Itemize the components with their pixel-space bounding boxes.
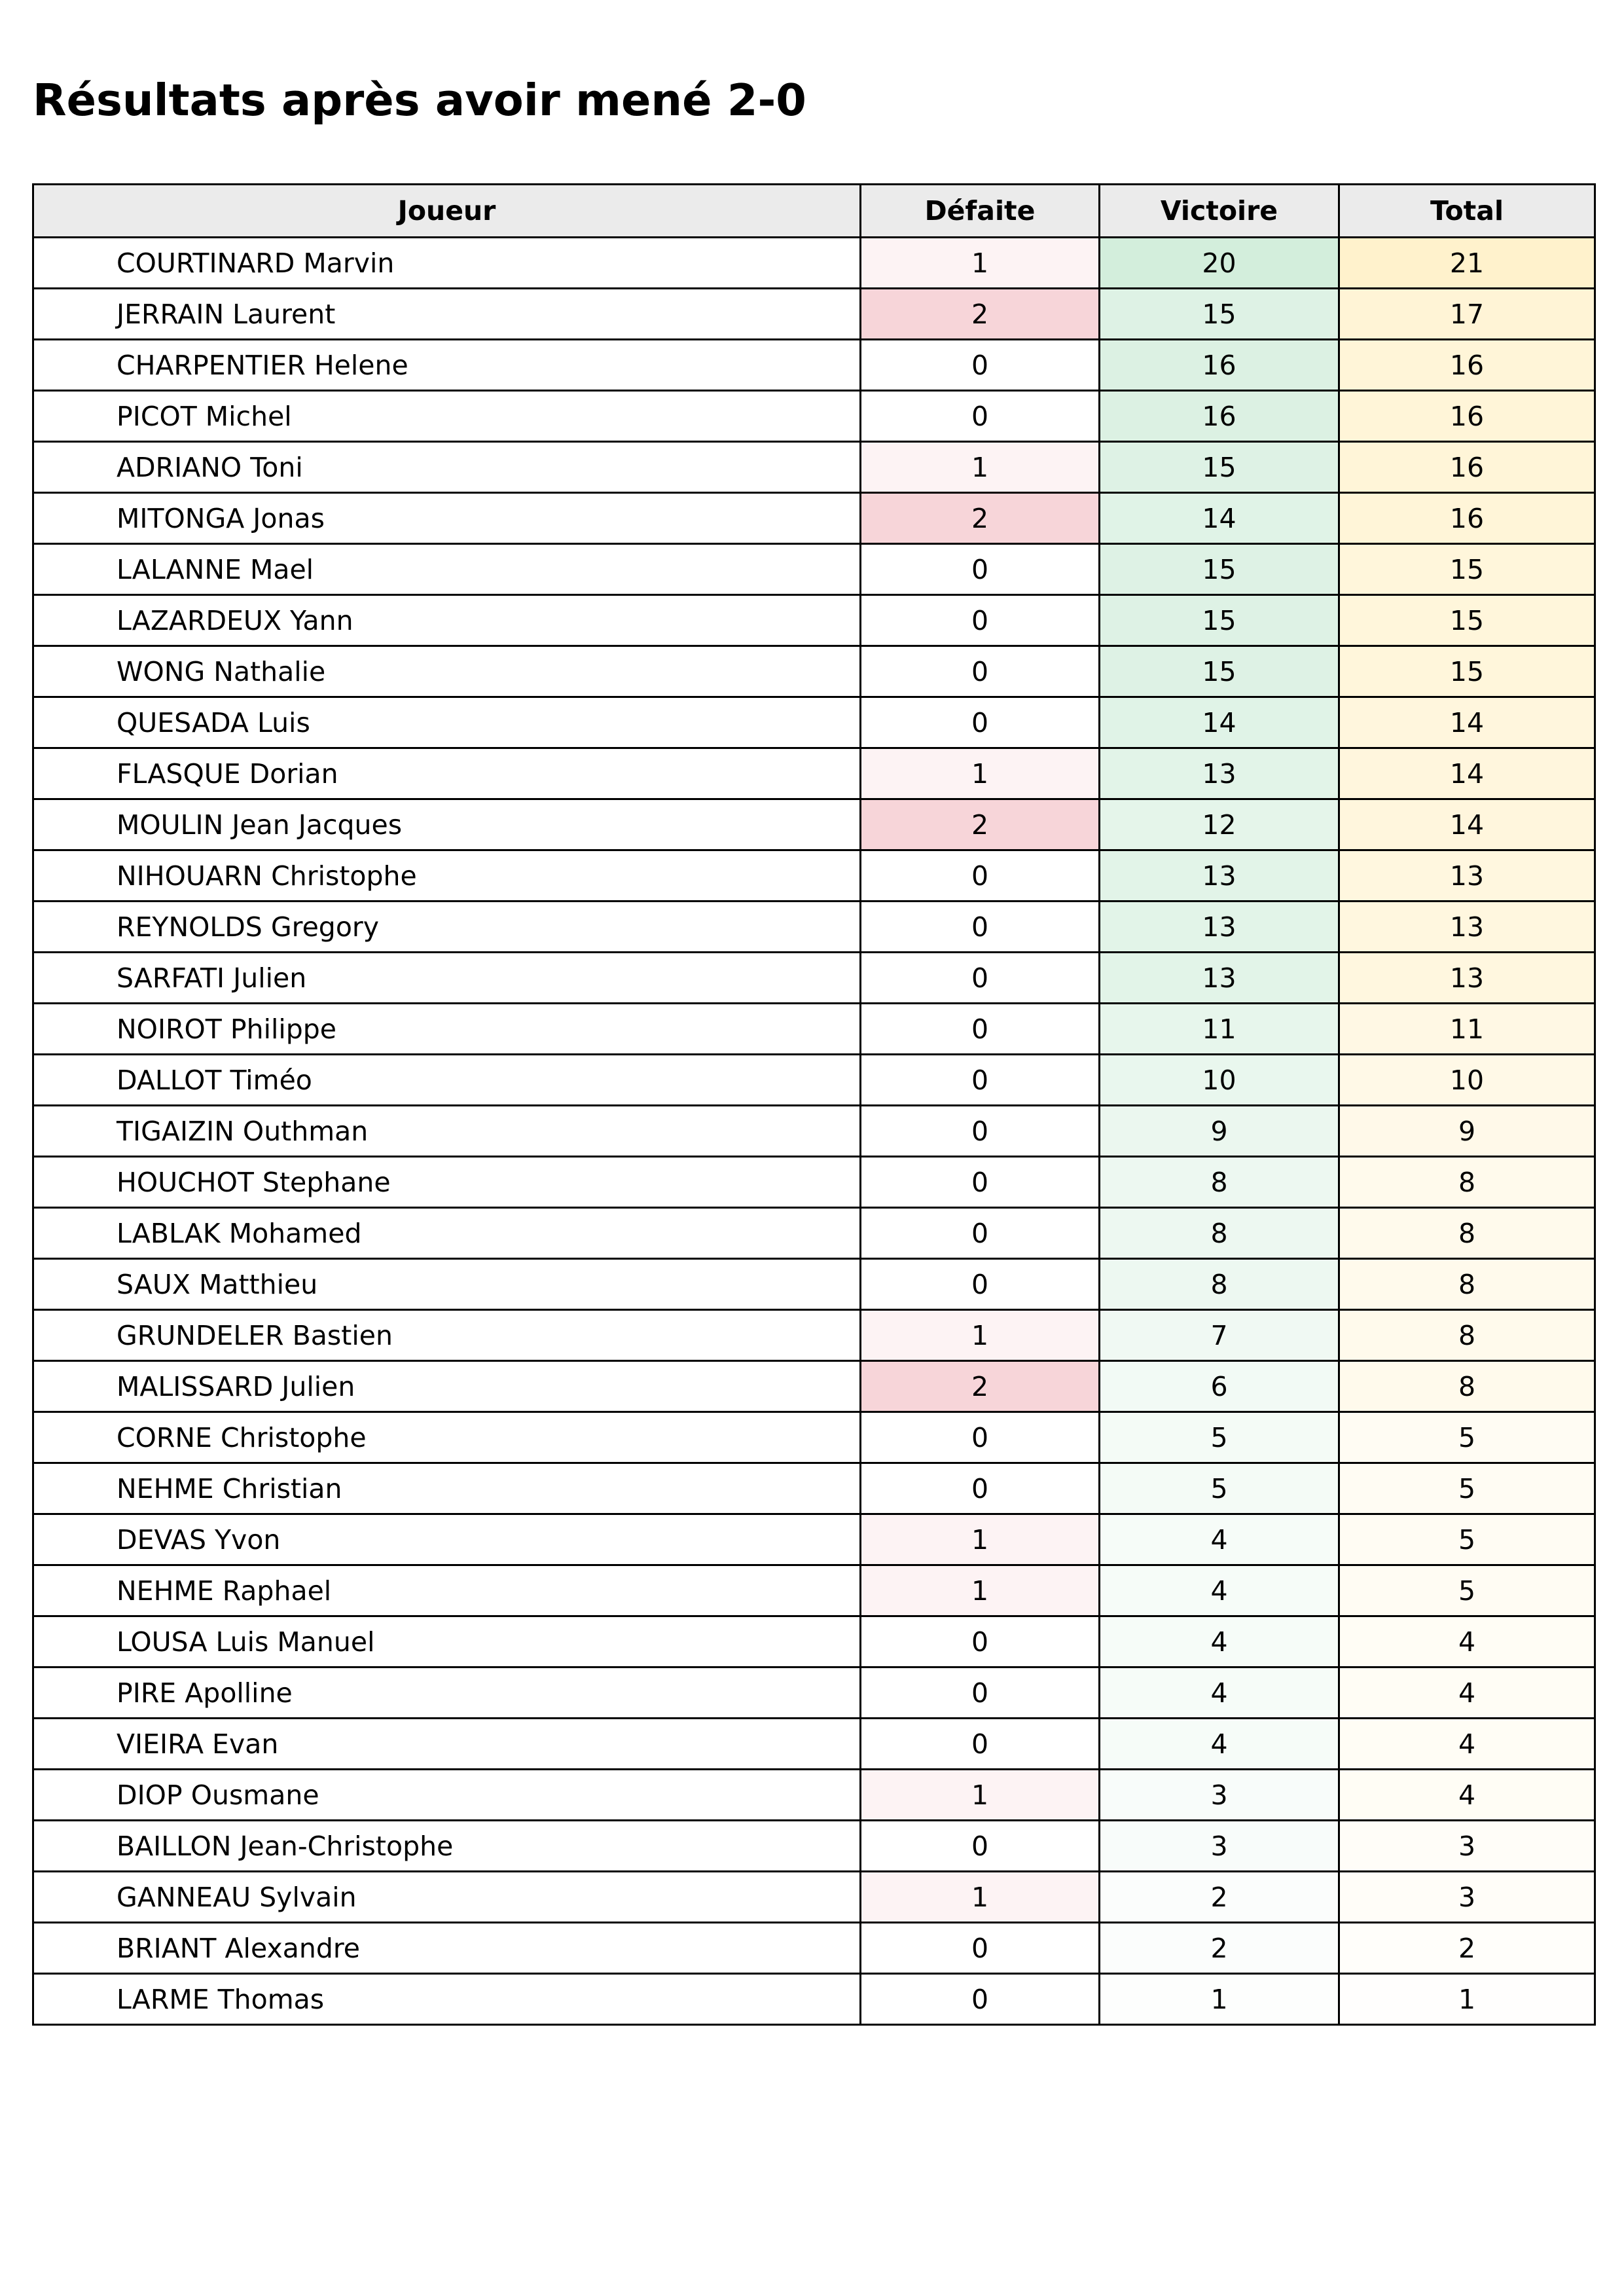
defaite-cell: 1	[861, 1514, 1100, 1565]
defaite-cell: 1	[861, 1565, 1100, 1616]
total-cell: 9	[1339, 1106, 1595, 1157]
player-name-cell: MOULIN Jean Jacques	[33, 799, 861, 850]
victoire-cell: 3	[1100, 1770, 1339, 1821]
player-name-cell: DEVAS Yvon	[33, 1514, 861, 1565]
table-row	[33, 1055, 1595, 1106]
victoire-cell: 7	[1100, 1310, 1339, 1361]
victoire-cell: 14	[1100, 697, 1339, 748]
table-row	[33, 1821, 1595, 1872]
defaite-cell: 1	[861, 1310, 1100, 1361]
player-name-cell: DIOP Ousmane	[33, 1770, 861, 1821]
defaite-cell: 0	[861, 1923, 1100, 1974]
table-row	[33, 799, 1595, 850]
total-cell: 4	[1339, 1616, 1595, 1667]
player-name-cell: ADRIANO Toni	[33, 442, 861, 493]
defaite-cell: 0	[861, 1616, 1100, 1667]
table-row	[33, 1974, 1595, 2025]
defaite-cell: 0	[861, 1004, 1100, 1055]
victoire-cell: 9	[1100, 1106, 1339, 1157]
total-cell: 8	[1339, 1157, 1595, 1208]
total-cell: 3	[1339, 1872, 1595, 1923]
total-cell: 4	[1339, 1667, 1595, 1719]
table-row	[33, 1157, 1595, 1208]
table-row	[33, 1004, 1595, 1055]
victoire-cell: 11	[1100, 1004, 1339, 1055]
defaite-cell: 0	[861, 1974, 1100, 2025]
victoire-cell: 13	[1100, 902, 1339, 953]
victoire-cell: 6	[1100, 1361, 1339, 1412]
player-name-cell: SARFATI Julien	[33, 953, 861, 1004]
defaite-cell: 0	[861, 391, 1100, 442]
victoire-cell: 8	[1100, 1208, 1339, 1259]
victoire-cell: 5	[1100, 1463, 1339, 1514]
total-cell: 13	[1339, 953, 1595, 1004]
victoire-cell: 15	[1100, 544, 1339, 595]
victoire-cell: 1	[1100, 1974, 1339, 2025]
table-row	[33, 1616, 1595, 1667]
defaite-cell: 0	[861, 1106, 1100, 1157]
player-name-cell: COURTINARD Marvin	[33, 238, 861, 289]
total-cell: 17	[1339, 289, 1595, 340]
victoire-cell: 5	[1100, 1412, 1339, 1463]
player-name-cell: CHARPENTIER Helene	[33, 340, 861, 391]
player-name-cell: REYNOLDS Gregory	[33, 902, 861, 953]
total-cell: 11	[1339, 1004, 1595, 1055]
table-row	[33, 1259, 1595, 1310]
victoire-cell: 15	[1100, 289, 1339, 340]
defaite-cell: 0	[861, 595, 1100, 646]
victoire-cell: 13	[1100, 850, 1339, 902]
victoire-cell: 4	[1100, 1616, 1339, 1667]
player-name-cell: MALISSARD Julien	[33, 1361, 861, 1412]
player-name-cell: CORNE Christophe	[33, 1412, 861, 1463]
results-table	[32, 183, 1596, 2026]
defaite-cell: 1	[861, 1770, 1100, 1821]
table-row	[33, 697, 1595, 748]
table-row	[33, 850, 1595, 902]
total-cell: 5	[1339, 1514, 1595, 1565]
defaite-cell: 0	[861, 1412, 1100, 1463]
total-cell: 4	[1339, 1770, 1595, 1821]
table-row	[33, 1106, 1595, 1157]
victoire-cell: 20	[1100, 238, 1339, 289]
defaite-cell: 0	[861, 697, 1100, 748]
player-name-cell: PICOT Michel	[33, 391, 861, 442]
total-cell: 13	[1339, 902, 1595, 953]
defaite-cell: 1	[861, 442, 1100, 493]
total-cell: 5	[1339, 1463, 1595, 1514]
defaite-cell: 2	[861, 1361, 1100, 1412]
victoire-cell: 3	[1100, 1821, 1339, 1872]
player-name-cell: LOUSA Luis Manuel	[33, 1616, 861, 1667]
player-name-cell: NEHME Christian	[33, 1463, 861, 1514]
player-name-cell: SAUX Matthieu	[33, 1259, 861, 1310]
total-cell: 5	[1339, 1412, 1595, 1463]
table-row	[33, 1770, 1595, 1821]
table-row	[33, 391, 1595, 442]
defaite-cell: 0	[861, 1667, 1100, 1719]
total-cell: 14	[1339, 697, 1595, 748]
player-name-cell: NEHME Raphael	[33, 1565, 861, 1616]
table-body	[33, 238, 1595, 2025]
table-row	[33, 1923, 1595, 1974]
column-header-defaite: Défaite	[861, 185, 1100, 238]
table-row	[33, 748, 1595, 799]
victoire-cell: 13	[1100, 748, 1339, 799]
defaite-cell: 2	[861, 289, 1100, 340]
defaite-cell: 2	[861, 799, 1100, 850]
victoire-cell: 8	[1100, 1157, 1339, 1208]
defaite-cell: 0	[861, 953, 1100, 1004]
page-title: Résultats après avoir mené 2-0	[33, 75, 806, 126]
victoire-cell: 16	[1100, 340, 1339, 391]
player-name-cell: TIGAIZIN Outhman	[33, 1106, 861, 1157]
defaite-cell: 0	[861, 1463, 1100, 1514]
player-name-cell: NOIROT Philippe	[33, 1004, 861, 1055]
player-name-cell: LALANNE Mael	[33, 544, 861, 595]
victoire-cell: 13	[1100, 953, 1339, 1004]
total-cell: 8	[1339, 1208, 1595, 1259]
total-cell: 1	[1339, 1974, 1595, 2025]
table-row	[33, 1412, 1595, 1463]
total-cell: 16	[1339, 340, 1595, 391]
defaite-cell: 0	[861, 1821, 1100, 1872]
total-cell: 16	[1339, 391, 1595, 442]
victoire-cell: 4	[1100, 1514, 1339, 1565]
total-cell: 8	[1339, 1259, 1595, 1310]
table-row	[33, 1208, 1595, 1259]
table-row	[33, 442, 1595, 493]
table-row	[33, 1719, 1595, 1770]
column-header-total: Total	[1339, 185, 1595, 238]
victoire-cell: 15	[1100, 646, 1339, 697]
total-cell: 15	[1339, 595, 1595, 646]
victoire-cell: 4	[1100, 1719, 1339, 1770]
player-name-cell: LAZARDEUX Yann	[33, 595, 861, 646]
table-row	[33, 1361, 1595, 1412]
player-name-cell: JERRAIN Laurent	[33, 289, 861, 340]
victoire-cell: 15	[1100, 595, 1339, 646]
player-name-cell: HOUCHOT Stephane	[33, 1157, 861, 1208]
total-cell: 16	[1339, 442, 1595, 493]
table-row	[33, 1565, 1595, 1616]
defaite-cell: 0	[861, 646, 1100, 697]
table-row	[33, 289, 1595, 340]
total-cell: 15	[1339, 646, 1595, 697]
defaite-cell: 0	[861, 544, 1100, 595]
defaite-cell: 0	[861, 1157, 1100, 1208]
column-header-victoire: Victoire	[1100, 185, 1339, 238]
defaite-cell: 0	[861, 850, 1100, 902]
table-row	[33, 1514, 1595, 1565]
total-cell: 14	[1339, 799, 1595, 850]
defaite-cell: 1	[861, 238, 1100, 289]
victoire-cell: 4	[1100, 1565, 1339, 1616]
player-name-cell: BRIANT Alexandre	[33, 1923, 861, 1974]
total-cell: 13	[1339, 850, 1595, 902]
victoire-cell: 15	[1100, 442, 1339, 493]
table-row	[33, 493, 1595, 544]
player-name-cell: GRUNDELER Bastien	[33, 1310, 861, 1361]
victoire-cell: 2	[1100, 1872, 1339, 1923]
player-name-cell: FLASQUE Dorian	[33, 748, 861, 799]
total-cell: 21	[1339, 238, 1595, 289]
total-cell: 15	[1339, 544, 1595, 595]
victoire-cell: 14	[1100, 493, 1339, 544]
victoire-cell: 8	[1100, 1259, 1339, 1310]
table-row	[33, 902, 1595, 953]
player-name-cell: LARME Thomas	[33, 1974, 861, 2025]
total-cell: 8	[1339, 1310, 1595, 1361]
total-cell: 14	[1339, 748, 1595, 799]
table-row	[33, 1667, 1595, 1719]
player-name-cell: VIEIRA Evan	[33, 1719, 861, 1770]
defaite-cell: 0	[861, 340, 1100, 391]
column-header-joueur: Joueur	[33, 185, 861, 238]
total-cell: 2	[1339, 1923, 1595, 1974]
total-cell: 5	[1339, 1565, 1595, 1616]
total-cell: 4	[1339, 1719, 1595, 1770]
defaite-cell: 0	[861, 1055, 1100, 1106]
player-name-cell: GANNEAU Sylvain	[33, 1872, 861, 1923]
victoire-cell: 16	[1100, 391, 1339, 442]
total-cell: 3	[1339, 1821, 1595, 1872]
defaite-cell: 1	[861, 748, 1100, 799]
defaite-cell: 0	[861, 902, 1100, 953]
table-row	[33, 1463, 1595, 1514]
victoire-cell: 10	[1100, 1055, 1339, 1106]
player-name-cell: QUESADA Luis	[33, 697, 861, 748]
victoire-cell: 4	[1100, 1667, 1339, 1719]
player-name-cell: WONG Nathalie	[33, 646, 861, 697]
defaite-cell: 0	[861, 1208, 1100, 1259]
player-name-cell: PIRE Apolline	[33, 1667, 861, 1719]
defaite-cell: 1	[861, 1872, 1100, 1923]
defaite-cell: 2	[861, 493, 1100, 544]
table-row	[33, 1872, 1595, 1923]
defaite-cell: 0	[861, 1259, 1100, 1310]
victoire-cell: 12	[1100, 799, 1339, 850]
player-name-cell: NIHOUARN Christophe	[33, 850, 861, 902]
player-name-cell: BAILLON Jean-Christophe	[33, 1821, 861, 1872]
table-row	[33, 340, 1595, 391]
table-header-row	[33, 185, 1595, 238]
table-row	[33, 1310, 1595, 1361]
total-cell: 8	[1339, 1361, 1595, 1412]
table-row	[33, 953, 1595, 1004]
victoire-cell: 2	[1100, 1923, 1339, 1974]
player-name-cell: LABLAK Mohamed	[33, 1208, 861, 1259]
player-name-cell: DALLOT Timéo	[33, 1055, 861, 1106]
defaite-cell: 0	[861, 1719, 1100, 1770]
total-cell: 16	[1339, 493, 1595, 544]
player-name-cell: MITONGA Jonas	[33, 493, 861, 544]
table-row	[33, 544, 1595, 595]
table-row	[33, 595, 1595, 646]
table-row	[33, 238, 1595, 289]
total-cell: 10	[1339, 1055, 1595, 1106]
table-row	[33, 646, 1595, 697]
